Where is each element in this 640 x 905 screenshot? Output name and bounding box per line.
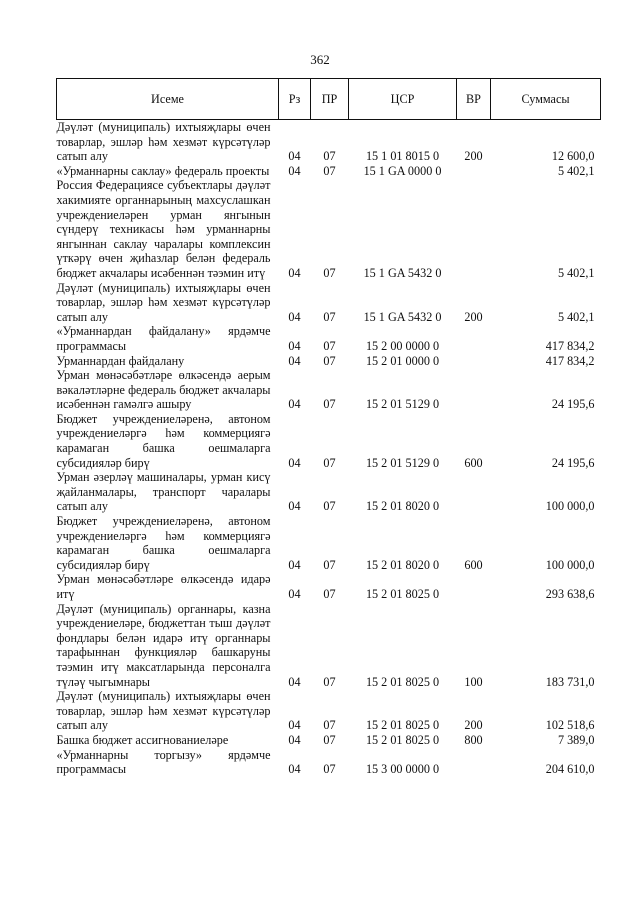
cell-pr: 07 <box>323 732 336 747</box>
column-header-name: Исеме <box>57 79 279 120</box>
cell-name: «Урманнарны торгызу» ярдәмче программасы <box>56 747 271 777</box>
cell-pr: 07 <box>323 309 336 324</box>
table-row <box>57 572 601 601</box>
cell-vr: 200 <box>464 718 483 733</box>
cell-name: Дәүләт (муниципаль) ихтыяҗлары өчен товарлар, эшләр һәм хезмәт күрсәтүләр сатып алу <box>56 689 271 733</box>
table-row <box>57 470 601 514</box>
cell-pr: 07 <box>323 762 336 777</box>
cell-csr: 15 1 GA 5432 0 <box>363 265 442 280</box>
cell-pr: 07 <box>323 499 336 514</box>
table-row <box>57 164 601 179</box>
table-row <box>57 748 601 777</box>
cell-rz: 04 <box>288 455 301 470</box>
cell-vr: 200 <box>464 309 483 324</box>
cell-name: Дәүләт (муниципаль) ихтыяҗлары өчен товарлар, эшләр һәм хезмәт күрсәтүләр сатып алу <box>56 280 271 324</box>
table-row <box>57 281 601 325</box>
cell-rz: 04 <box>288 718 301 733</box>
cell-pr: 07 <box>323 163 336 178</box>
cell-pr: 07 <box>323 455 336 470</box>
page-number: 362 <box>310 52 330 67</box>
column-header-rz: Рз <box>279 79 311 120</box>
cell-csr: 15 1 GA 5432 0 <box>363 309 442 324</box>
cell-sum: 5 402,1 <box>557 163 595 178</box>
cell-rz: 04 <box>288 397 301 412</box>
cell-pr: 07 <box>323 718 336 733</box>
cell-rz: 04 <box>288 499 301 514</box>
table-row <box>57 324 601 353</box>
cell-vr: 800 <box>464 732 483 747</box>
cell-sum: 100 000,0 <box>545 499 595 514</box>
cell-csr: 15 1 01 8015 0 <box>365 149 440 164</box>
cell-sum: 204 610,0 <box>545 762 595 777</box>
cell-sum: 417 834,2 <box>545 338 595 353</box>
cell-rz: 04 <box>288 309 301 324</box>
column-header-csr: ЦСР <box>349 79 457 120</box>
cell-sum: 100 000,0 <box>545 557 595 572</box>
cell-csr: 15 2 01 8025 0 <box>365 674 440 689</box>
column-header-sum: Суммасы <box>491 79 601 120</box>
cell-name: Урман мөнәсәбәтләре өлкәсендә аерым вәкаләтләрне федераль бюджет акчалары исәбеннән гамәлгә ашыру <box>56 368 271 412</box>
cell-sum: 5 402,1 <box>557 309 595 324</box>
cell-sum: 417 834,2 <box>545 353 595 368</box>
cell-name: Урман мөнәсәбәтләре өлкәсендә идарә итү <box>56 572 271 601</box>
cell-name: Дәүләт (муниципаль) органнары, казна учреждениеләре, бюджеттан тыш дәүләт фондлары белән идарә итү органнары тарафыннан функцияләр башкаруны тәэмин итү максатларында персоналга түләү чыгымнары <box>56 601 271 689</box>
cell-vr: 600 <box>464 557 483 572</box>
cell-rz: 04 <box>288 265 301 280</box>
cell-name: Бюджет учреждениеләренә, автоном учреждениеләргә һәм коммерциягә карамаган башка оешмаларга субсидияләр бирү <box>56 514 271 572</box>
cell-sum: 5 402,1 <box>557 265 595 280</box>
cell-csr: 15 2 01 8025 0 <box>365 587 440 601</box>
table-row <box>57 368 601 412</box>
table-row <box>57 689 601 733</box>
table-row <box>57 354 601 369</box>
cell-vr <box>457 572 491 601</box>
cell-name: Башка бюджет ассигнованиеләре <box>56 732 229 747</box>
column-header-pr: ПР <box>311 79 349 120</box>
table-row <box>57 602 601 690</box>
cell-pr: 07 <box>323 674 336 689</box>
cell-csr: 15 3 00 0000 0 <box>365 762 440 777</box>
cell-rz: 04 <box>288 732 301 747</box>
table-row <box>57 514 601 572</box>
cell-sum: 293 638,6 <box>545 587 595 601</box>
cell-csr: 15 2 01 0000 0 <box>365 353 440 368</box>
cell-rz: 04 <box>288 338 301 353</box>
cell-sum: 24 195,6 <box>551 397 595 412</box>
cell-pr: 07 <box>323 353 336 368</box>
table-header-row <box>57 79 601 120</box>
cell-csr: 15 2 01 8020 0 <box>365 557 440 572</box>
cell-rz: 04 <box>288 557 301 572</box>
cell-sum: 102 518,6 <box>545 718 595 733</box>
table-body <box>57 120 601 777</box>
column-header-vr: ВР <box>457 79 491 120</box>
cell-rz: 04 <box>288 353 301 368</box>
cell-csr: 15 2 01 8025 0 <box>365 732 440 747</box>
cell-pr: 07 <box>323 338 336 353</box>
cell-vr <box>457 164 491 179</box>
budget-table <box>56 78 601 777</box>
cell-name: «Урманнарны саклау» федераль проекты <box>56 163 270 178</box>
cell-pr: 07 <box>323 557 336 572</box>
cell-vr: 100 <box>464 674 483 689</box>
cell-csr: 15 2 01 5129 0 <box>365 397 440 412</box>
cell-vr <box>457 470 491 514</box>
cell-pr: 07 <box>323 265 336 280</box>
cell-pr: 07 <box>323 397 336 412</box>
cell-rz: 04 <box>288 587 301 601</box>
cell-name: Урманнардан файдалану <box>56 353 185 368</box>
cell-name: Россия Федерациясе субъектлары дәүләт хакимияте органнарының махсуслашкан учреждениеләрен урман янгынын сүндерү техникасы һәм урманнарны янгыннан саклау чаралары комплексин үткәрү өчен җиһазлар белән федераль бюджет акчалары исәбеннән тәэмин итү <box>56 178 271 280</box>
cell-sum: 12 600,0 <box>551 149 595 164</box>
cell-name: Бюджет учреждениеләренә, автоном учреждениеләргә һәм коммерциягә карамаган башка оешмаларга субсидияләр бирү <box>56 411 271 470</box>
cell-vr: 600 <box>464 455 483 470</box>
cell-rz: 04 <box>288 674 301 689</box>
cell-pr: 07 <box>323 587 336 601</box>
cell-vr: 200 <box>464 149 483 164</box>
cell-vr <box>457 748 491 777</box>
cell-csr: 15 2 01 5129 0 <box>365 455 440 470</box>
cell-rz: 04 <box>288 762 301 777</box>
cell-sum: 24 195,6 <box>551 455 595 470</box>
cell-csr: 15 1 GA 0000 0 <box>363 163 442 178</box>
cell-name: Урман әзерләү машиналары, урман кисү җайланмалары, транспорт чаралары сатып алу <box>56 470 271 514</box>
cell-csr: 15 2 01 8020 0 <box>365 499 440 514</box>
cell-rz: 04 <box>288 149 301 164</box>
table-row <box>57 412 601 470</box>
cell-vr <box>457 354 491 369</box>
cell-sum: 183 731,0 <box>545 674 595 689</box>
table-row <box>57 178 601 280</box>
cell-sum: 7 389,0 <box>557 732 595 747</box>
cell-csr: 15 2 00 0000 0 <box>365 338 440 353</box>
cell-vr <box>457 178 491 280</box>
cell-pr: 07 <box>323 149 336 164</box>
cell-name: Дәүләт (муниципаль) ихтыяҗлары өчен товарлар, эшләр һәм хезмәт күрсәтүләр сатып алу <box>56 120 271 164</box>
cell-rz: 04 <box>288 163 301 178</box>
cell-vr <box>457 368 491 412</box>
cell-csr: 15 2 01 8025 0 <box>365 718 440 733</box>
table-row <box>57 120 601 164</box>
table-row <box>57 733 601 748</box>
cell-name: «Урманнардан файдалану» ярдәмче программасы <box>56 324 271 353</box>
cell-vr <box>457 324 491 353</box>
